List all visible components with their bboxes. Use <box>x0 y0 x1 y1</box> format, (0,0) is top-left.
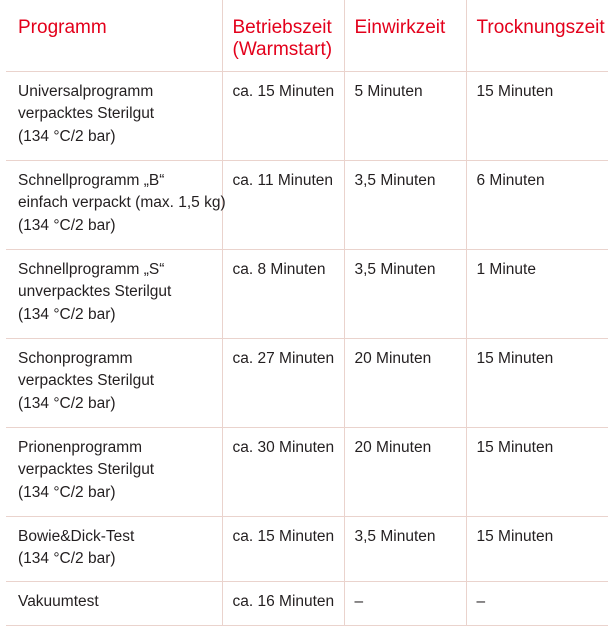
table-row <box>6 427 608 516</box>
betriebszeit-cell: ca. 11 Minuten <box>222 160 344 249</box>
table-row <box>6 516 608 581</box>
header-line: Trocknungszeit <box>476 17 605 38</box>
program-cell <box>6 160 226 249</box>
program-line: Prionenprogramm <box>18 438 143 456</box>
trocknungszeit-cell: 1 Minute <box>466 249 608 338</box>
trocknungszeit-cell: 15 Minuten <box>466 427 608 516</box>
program-cell <box>6 71 222 160</box>
header-betriebszeit <box>222 0 344 71</box>
trocknungszeit-cell: 15 Minuten <box>466 516 608 581</box>
header-line: (Warmstart) <box>232 39 333 60</box>
program-line: verpacktes Sterilgut <box>18 461 155 478</box>
einwirkzeit-cell: – <box>344 581 466 625</box>
einwirkzeit-cell: 20 Minuten <box>344 427 466 516</box>
program-line: Bowie&Dick-Test <box>18 527 135 545</box>
program-line: Schonprogramm <box>18 349 133 367</box>
trocknungszeit-cell: 15 Minuten <box>466 71 608 160</box>
program-cell <box>6 516 222 581</box>
header-trocknungszeit <box>466 0 608 71</box>
program-line: einfach verpackt (max. 1,5 kg) <box>18 194 226 211</box>
einwirkzeit-cell: 5 Minuten <box>344 71 466 160</box>
header-programm <box>6 0 222 71</box>
program-line: verpacktes Sterilgut <box>18 372 155 389</box>
program-cell <box>6 338 222 427</box>
einwirkzeit-cell: 3,5 Minuten <box>344 249 466 338</box>
table-row <box>6 581 608 625</box>
betriebszeit-cell: ca. 15 Minuten <box>222 71 344 160</box>
program-line: verpacktes Sterilgut <box>18 105 155 122</box>
table-row <box>6 160 608 249</box>
program-cell <box>6 249 222 338</box>
trocknungszeit-cell: 6 Minuten <box>466 160 608 249</box>
program-cell <box>6 581 222 625</box>
table-header-row <box>6 0 608 71</box>
header-line: Programm <box>18 17 107 38</box>
table-row <box>6 338 608 427</box>
einwirkzeit-cell: 3,5 Minuten <box>344 516 466 581</box>
program-line: Schnellprogramm „S“ <box>18 260 165 278</box>
program-line: (134 °C/2 bar) <box>18 483 116 501</box>
trocknungszeit-cell: – <box>466 581 608 625</box>
program-cell <box>6 427 222 516</box>
program-line: (134 °C/2 bar) <box>18 127 116 145</box>
header-einwirkzeit <box>344 0 466 71</box>
program-line: Schnellprogramm „B“ <box>18 171 165 189</box>
table-row <box>6 71 608 160</box>
program-table <box>6 0 608 626</box>
betriebszeit-cell: ca. 8 Minuten <box>222 249 344 338</box>
header-line: Einwirkzeit <box>354 17 446 38</box>
program-line: Universalprogramm <box>18 82 154 100</box>
trocknungszeit-cell: 15 Minuten <box>466 338 608 427</box>
einwirkzeit-cell: 3,5 Minuten <box>344 160 466 249</box>
program-line: (134 °C/2 bar) <box>18 394 116 412</box>
header-line: Betriebszeit <box>232 17 332 38</box>
betriebszeit-cell: ca. 15 Minuten <box>222 516 344 581</box>
betriebszeit-cell: ca. 27 Minuten <box>222 338 344 427</box>
betriebszeit-cell: ca. 30 Minuten <box>222 427 344 516</box>
program-line: (134 °C/2 bar) <box>18 550 116 567</box>
program-line: Vakuumtest <box>18 592 99 610</box>
table-row <box>6 249 608 338</box>
program-line: unverpacktes Sterilgut <box>18 283 172 300</box>
einwirkzeit-cell: 20 Minuten <box>344 338 466 427</box>
program-line: (134 °C/2 bar) <box>18 305 116 323</box>
program-line: (134 °C/2 bar) <box>18 216 116 234</box>
betriebszeit-cell: ca. 16 Minuten <box>222 581 344 625</box>
